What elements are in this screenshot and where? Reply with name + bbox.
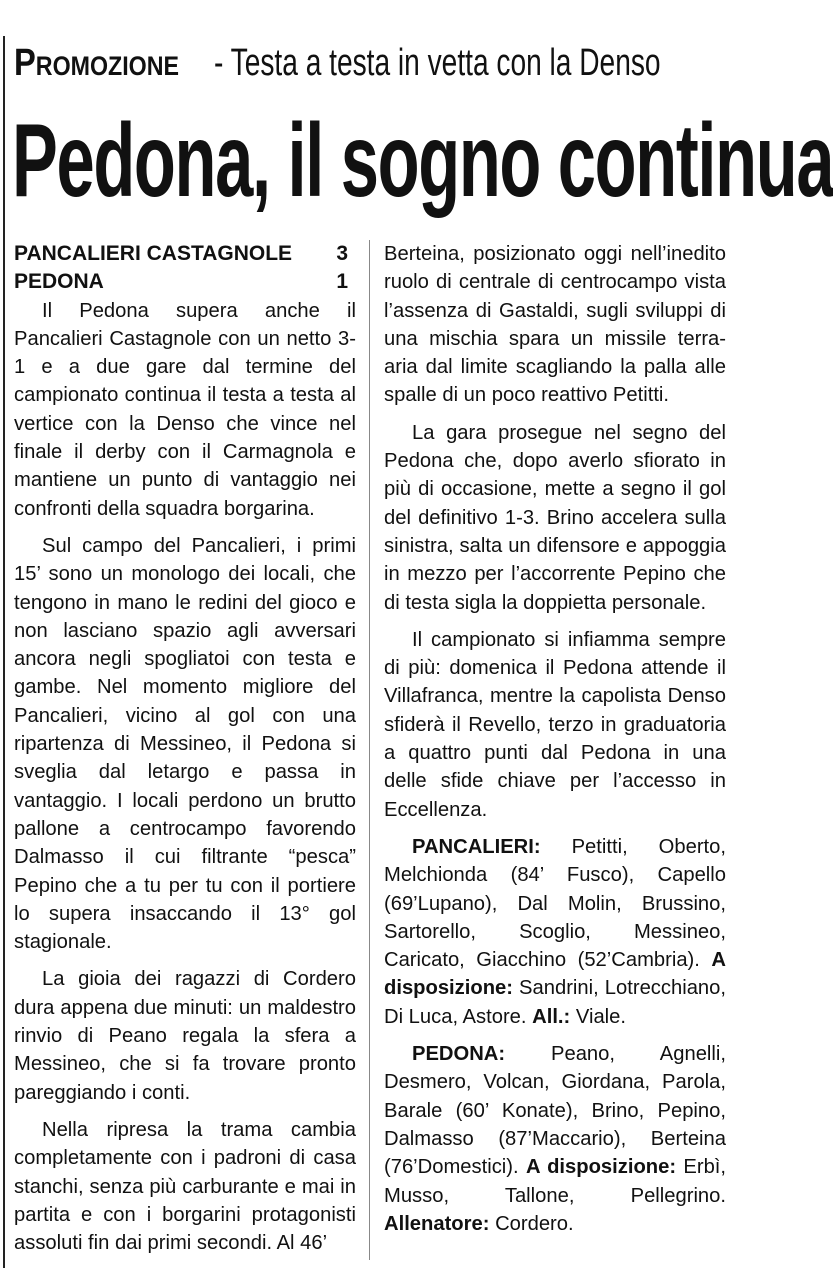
left-margin-rule	[3, 36, 5, 1268]
pancalieri-label: PANCALIERI:	[412, 835, 541, 858]
pedona-coach: Cordero.	[495, 1212, 574, 1235]
lineup-pancalieri	[384, 833, 726, 1031]
paragraph-6: Il campionato si infiamma sempre di più: domenica il Pedona attende il Villafranca, mentre la capolista Denso sfiderà il Revello, terzo in graduatoria a quattro punti dal Pedona in una delle sfide chiave per l’accesso in Eccellenza.	[384, 628, 726, 821]
paragraph-3: La gioia dei ragazzi di Cordero dura appena due minuti: un maldestro rinvio di Peano regala la sfera a Messineo, che si fa trovare pronto pareggiando i conti.	[14, 968, 356, 1104]
headline: Pedona, il sogno continua	[12, 103, 833, 219]
kicker	[14, 42, 728, 94]
section-label: Promozione	[14, 42, 179, 84]
lineup-pedona	[384, 1040, 726, 1238]
away-goals: 1	[336, 270, 348, 294]
pancalieri-bench: Sandrini, Lotrecchiano, Di Luca, Astore.	[384, 977, 726, 1028]
score-row-home	[14, 240, 356, 268]
paragraph-4: Nella ripresa la trama cambia completamente con i padroni di casa stanchi, senza più carburante e mai in partita e con i borgarini protagonisti assoluti fin dai primi secondi. Al 46’	[14, 1118, 356, 1255]
subtitle: - Testa a testa in vetta con la Denso	[214, 42, 661, 84]
pancalieri-coach: Viale.	[575, 1005, 627, 1028]
column-1	[14, 240, 356, 1257]
paragraph-5: La gara prosegue nel segno del Pedona che, dopo averlo sfiorato in più di occasione, mette a segno il gol del definitivo 1-3. Brino accelera sulla sinistra, salta un difensore e appoggia in mezzo per l’accorrente Pepino che di testa sigla la doppietta personale.	[384, 421, 726, 614]
pancalieri-players: Petitti, Oberto, Melchionda (84’ Fusco), Capello (69’Lupano), Dal Molin, Brussino, Sartorello, Scoglio, Messineo, Caricato, Giacchino (52’Cambria).	[384, 835, 726, 972]
column-divider	[369, 240, 370, 1260]
column-2	[384, 240, 726, 1247]
pancalieri-coach-label: All.:	[532, 1005, 571, 1028]
paragraph-1: Il Pedona supera anche il Pancalieri Castagnole con un netto 3-1 e a due gare dal termine del campionato continua il testa a testa al vertice con la Denso che vince nel finale il derby con il Carmagnola e mantiene un punto di vantaggio nei confronti della squadra borgarina.	[14, 299, 356, 520]
pedona-coach-label: Allenatore:	[384, 1212, 490, 1235]
pedona-bench-label: A disposizione:	[525, 1156, 677, 1179]
home-team: PANCALIERI CASTAGNOLE	[14, 242, 293, 265]
pancalieri-bench-label: A disposizione:	[384, 949, 727, 1000]
score-row-away	[14, 268, 356, 296]
paragraph-4-continued: Berteina, posizionato oggi nell’inedito ruolo di centrale di centrocampo vista l’assenza di Gastaldi, sugli sviluppi di una mischia spara un missile terra-aria dal limite scagliando la palla alle spalle di un poco reattivo Petitti.	[384, 243, 726, 407]
pedona-label: PEDONA:	[412, 1043, 506, 1066]
away-team: PEDONA	[14, 270, 104, 294]
pedona-bench: Erbì, Musso, Tallone, Pellegrino.	[384, 1156, 727, 1207]
home-goals: 3	[336, 242, 348, 265]
paragraph-2: Sul campo del Pancalieri, i primi 15’ sono un monologo dei locali, che tengono in mano le redini del gioco e non lasciano spazio agli avversari ancora negli spogliatoi con testa e gambe. Nel momento migliore del Pancalieri, vicino al gol con una ripartenza di Messineo, il Pedona si sveglia dal letargo e passa in vantaggio. I locali perdono un brutto pallone a centrocampo favorendo Dalmasso il cui filtrante “pesca” Pepino che a tu per tu con il portiere lo supera insaccando il 13° gol stagionale.	[14, 534, 356, 954]
pedona-players: Peano, Agnelli, Desmero, Volcan, Giordana, Parola, Barale (60’ Konate), Brino, Pepino, Dalmasso (87’Maccario), Berteina (76’Domestici).	[384, 1043, 726, 1179]
